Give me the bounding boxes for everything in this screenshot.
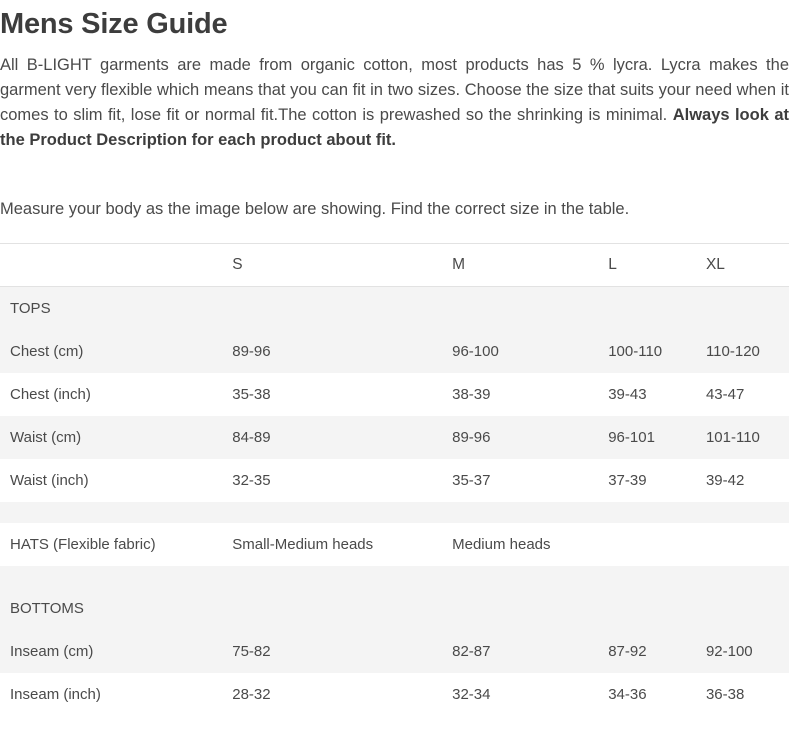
intro-paragraph bbox=[0, 53, 789, 153]
table-row bbox=[0, 523, 789, 566]
cell-m: Medium heads bbox=[452, 535, 551, 553]
cell-m: 35-37 bbox=[452, 471, 491, 489]
cell-s bbox=[232, 502, 452, 523]
cell-l: 87-92 bbox=[608, 642, 647, 660]
cell-l: 100-110 bbox=[608, 342, 663, 360]
row-label: Chest (cm) bbox=[10, 342, 84, 360]
cell-m: 38-39 bbox=[452, 385, 491, 403]
row-label bbox=[0, 502, 232, 523]
cell-xl: 39-42 bbox=[705, 471, 745, 489]
table-row bbox=[0, 459, 789, 502]
size-chart-table bbox=[0, 243, 789, 716]
row-label bbox=[0, 566, 232, 587]
cell-m bbox=[452, 566, 608, 587]
cell-m: 96-100 bbox=[452, 342, 499, 360]
column-header-s: S bbox=[232, 256, 243, 273]
intro-bold-text: Always look at the Product Description for each product about fit. bbox=[0, 106, 789, 149]
row-label: Chest (inch) bbox=[10, 385, 91, 403]
cell-m: 89-96 bbox=[452, 428, 491, 446]
size-guide-page bbox=[0, 8, 807, 716]
cell-xl: 92-100 bbox=[705, 642, 753, 660]
cell-xl: 110-120 bbox=[705, 342, 760, 360]
cell-l bbox=[608, 287, 706, 330]
table-row bbox=[0, 587, 789, 630]
cell-xl bbox=[706, 287, 789, 330]
cell-l bbox=[608, 587, 706, 630]
cell-s: 75-82 bbox=[232, 642, 271, 660]
row-label: HATS (Flexible fabric) bbox=[10, 535, 156, 553]
cell-s: 35-38 bbox=[232, 385, 271, 403]
row-label: TOPS bbox=[10, 299, 51, 317]
table-spacer-row bbox=[0, 566, 789, 587]
cell-xl: 101-110 bbox=[705, 428, 760, 446]
cell-l: 34-36 bbox=[608, 685, 647, 703]
cell-xl bbox=[706, 523, 789, 566]
table-row bbox=[0, 287, 789, 330]
cell-s: 84-89 bbox=[232, 428, 271, 446]
table-row bbox=[0, 630, 789, 673]
cell-l: 96-101 bbox=[608, 428, 655, 446]
cell-xl: 43-47 bbox=[705, 385, 745, 403]
table-row bbox=[0, 416, 789, 459]
cell-m: 82-87 bbox=[452, 642, 491, 660]
cell-xl bbox=[706, 587, 789, 630]
cell-l bbox=[608, 502, 706, 523]
cell-xl: 36-38 bbox=[705, 685, 745, 703]
row-label: Waist (cm) bbox=[10, 428, 82, 446]
cell-s bbox=[232, 587, 452, 630]
table-spacer-row bbox=[0, 502, 789, 523]
cell-xl bbox=[706, 502, 789, 523]
cell-m: 32-34 bbox=[452, 685, 491, 703]
measure-instruction: Measure your body as the image below are showing. Find the correct size in the table. bbox=[0, 200, 630, 218]
column-header-l: L bbox=[608, 256, 617, 273]
row-label: Waist (inch) bbox=[10, 471, 89, 489]
cell-s: 28-32 bbox=[232, 685, 271, 703]
cell-l: 37-39 bbox=[608, 471, 647, 489]
table-row bbox=[0, 330, 789, 373]
cell-l bbox=[608, 523, 706, 566]
cell-m bbox=[452, 502, 608, 523]
cell-s bbox=[232, 566, 452, 587]
column-header-xl: XL bbox=[705, 256, 725, 273]
cell-s: Small-Medium heads bbox=[232, 535, 374, 553]
table-row bbox=[0, 373, 789, 416]
row-label: Inseam (inch) bbox=[10, 685, 101, 703]
row-label: BOTTOMS bbox=[10, 599, 84, 617]
row-label: Inseam (cm) bbox=[10, 642, 94, 660]
table-header-row bbox=[0, 244, 789, 287]
cell-m bbox=[452, 587, 608, 630]
column-header-m: M bbox=[452, 256, 466, 273]
intro-text: All B-LIGHT garments are made from organic cotton, most products has 5 % lycra. Lycra makes the garment very flexible which means that you can fit in two sizes. Choose the size that suits your need when it comes to slim fit, lose fit or normal fit.The cotton is prewashed so the shrinking is minimal. bbox=[0, 56, 789, 124]
column-header-label bbox=[0, 244, 232, 287]
cell-s: 32-35 bbox=[232, 471, 271, 489]
cell-m bbox=[452, 287, 608, 330]
cell-xl bbox=[706, 566, 789, 587]
cell-s bbox=[232, 287, 452, 330]
cell-l: 39-43 bbox=[608, 385, 647, 403]
cell-s: 89-96 bbox=[232, 342, 271, 360]
cell-l bbox=[608, 566, 706, 587]
page-title: Mens Size Guide bbox=[0, 8, 228, 40]
table-row bbox=[0, 673, 789, 716]
